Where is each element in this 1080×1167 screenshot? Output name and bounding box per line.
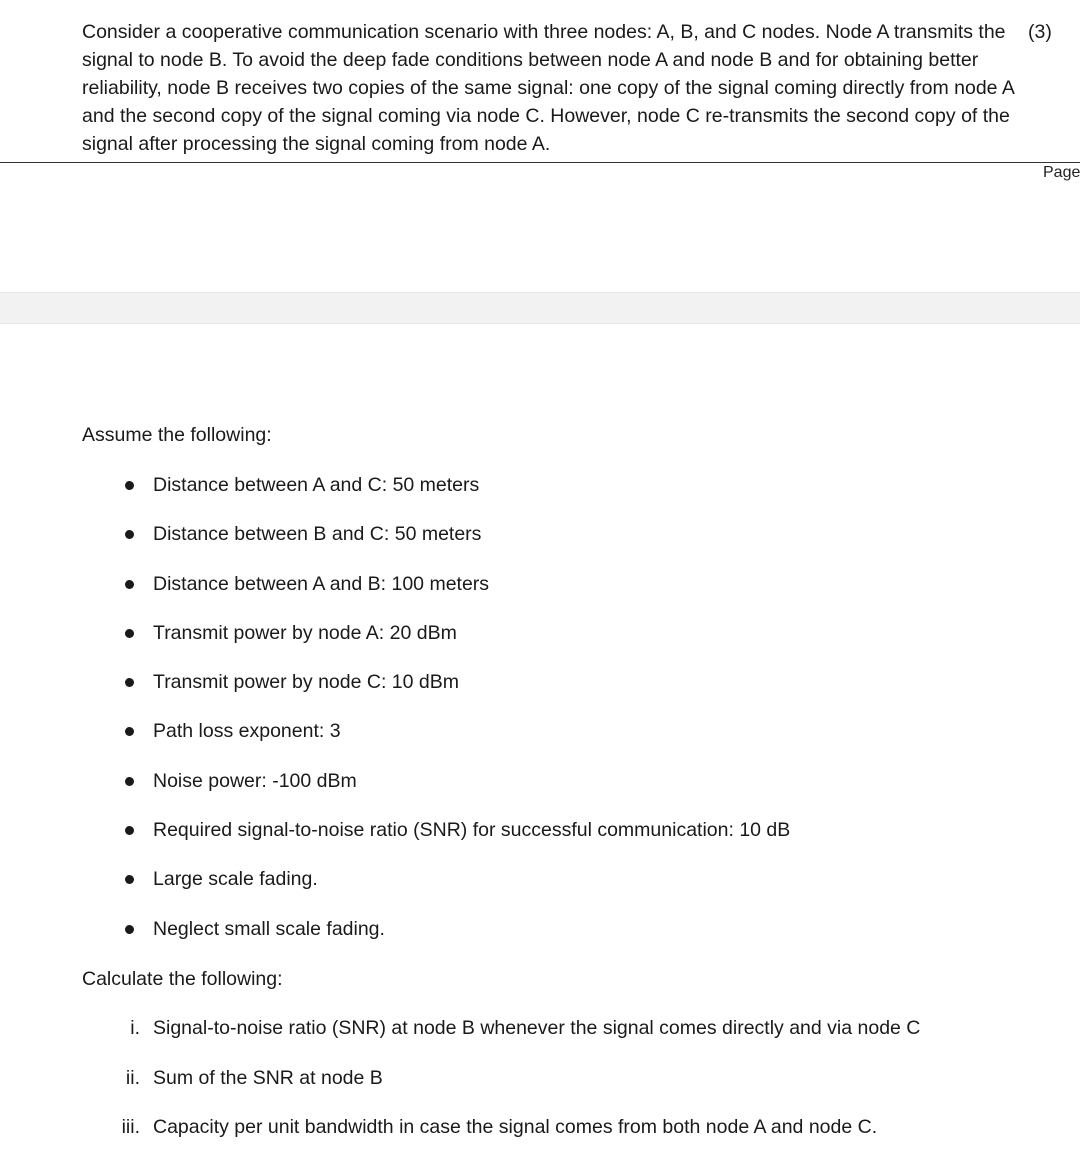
- list-item-marker: iii.: [121, 1116, 140, 1138]
- list-item-text: Transmit power by node C: 10 dBm: [153, 671, 459, 694]
- list-item-text: Distance between A and B: 100 meters: [153, 572, 490, 595]
- list-item-marker: ii.: [125, 1066, 140, 1089]
- bullet-icon: [125, 727, 134, 736]
- list-item-marker: i.: [130, 1017, 140, 1039]
- list-item-text: Capacity per unit bandwidth in case the signal comes from both node A and node C.: [153, 1116, 878, 1138]
- list-item-text: Noise power: -100 dBm: [153, 769, 357, 792]
- problem-statement: Consider a cooperative communication scenario with three nodes: A, B, and C nodes. Node A transmits the signal to node B. To avoid the deep fade conditions between node A and node B and for obtaining better reliability, node B receives two copies of the same signal: one copy of the signal coming directly from node A and the second copy of the signal coming via node C. However, node C re-transmits the second copy of the signal after processing the signal coming from node A.: [82, 21, 1014, 155]
- marks-label: (3): [1028, 21, 1052, 43]
- bullet-icon: [125, 777, 134, 786]
- page-label: Page: [1043, 164, 1080, 181]
- page-separator-band: [0, 292, 1080, 324]
- bullet-icon: [125, 629, 134, 638]
- list-item-text: Sum of the SNR at node B: [153, 1066, 383, 1089]
- bullet-icon: [125, 875, 134, 884]
- page-divider: [0, 162, 1080, 163]
- list-item-text: Required signal-to-noise ratio (SNR) for successful communication: 10 dB: [153, 819, 791, 842]
- bullet-icon: [125, 925, 134, 934]
- bullet-icon: [125, 678, 134, 687]
- list-item-text: Large scale fading.: [153, 868, 318, 891]
- assumptions-heading: Assume the following:: [82, 424, 272, 446]
- calculations-heading: Calculate the following:: [82, 968, 283, 990]
- list-item-text: Neglect small scale fading.: [153, 917, 385, 940]
- list-item-text: Signal-to-noise ratio (SNR) at node B whenever the signal comes directly and via node C: [153, 1017, 921, 1039]
- bullet-icon: [125, 530, 134, 539]
- list-item-text: Path loss exponent: 3: [153, 720, 341, 743]
- list-item-text: Distance between B and C: 50 meters: [153, 523, 482, 546]
- bullet-icon: [125, 481, 134, 490]
- bullet-icon: [125, 826, 134, 835]
- bullet-icon: [125, 580, 134, 589]
- list-item-text: Transmit power by node A: 20 dBm: [153, 621, 457, 644]
- list-item-text: Distance between A and C: 50 meters: [153, 474, 480, 496]
